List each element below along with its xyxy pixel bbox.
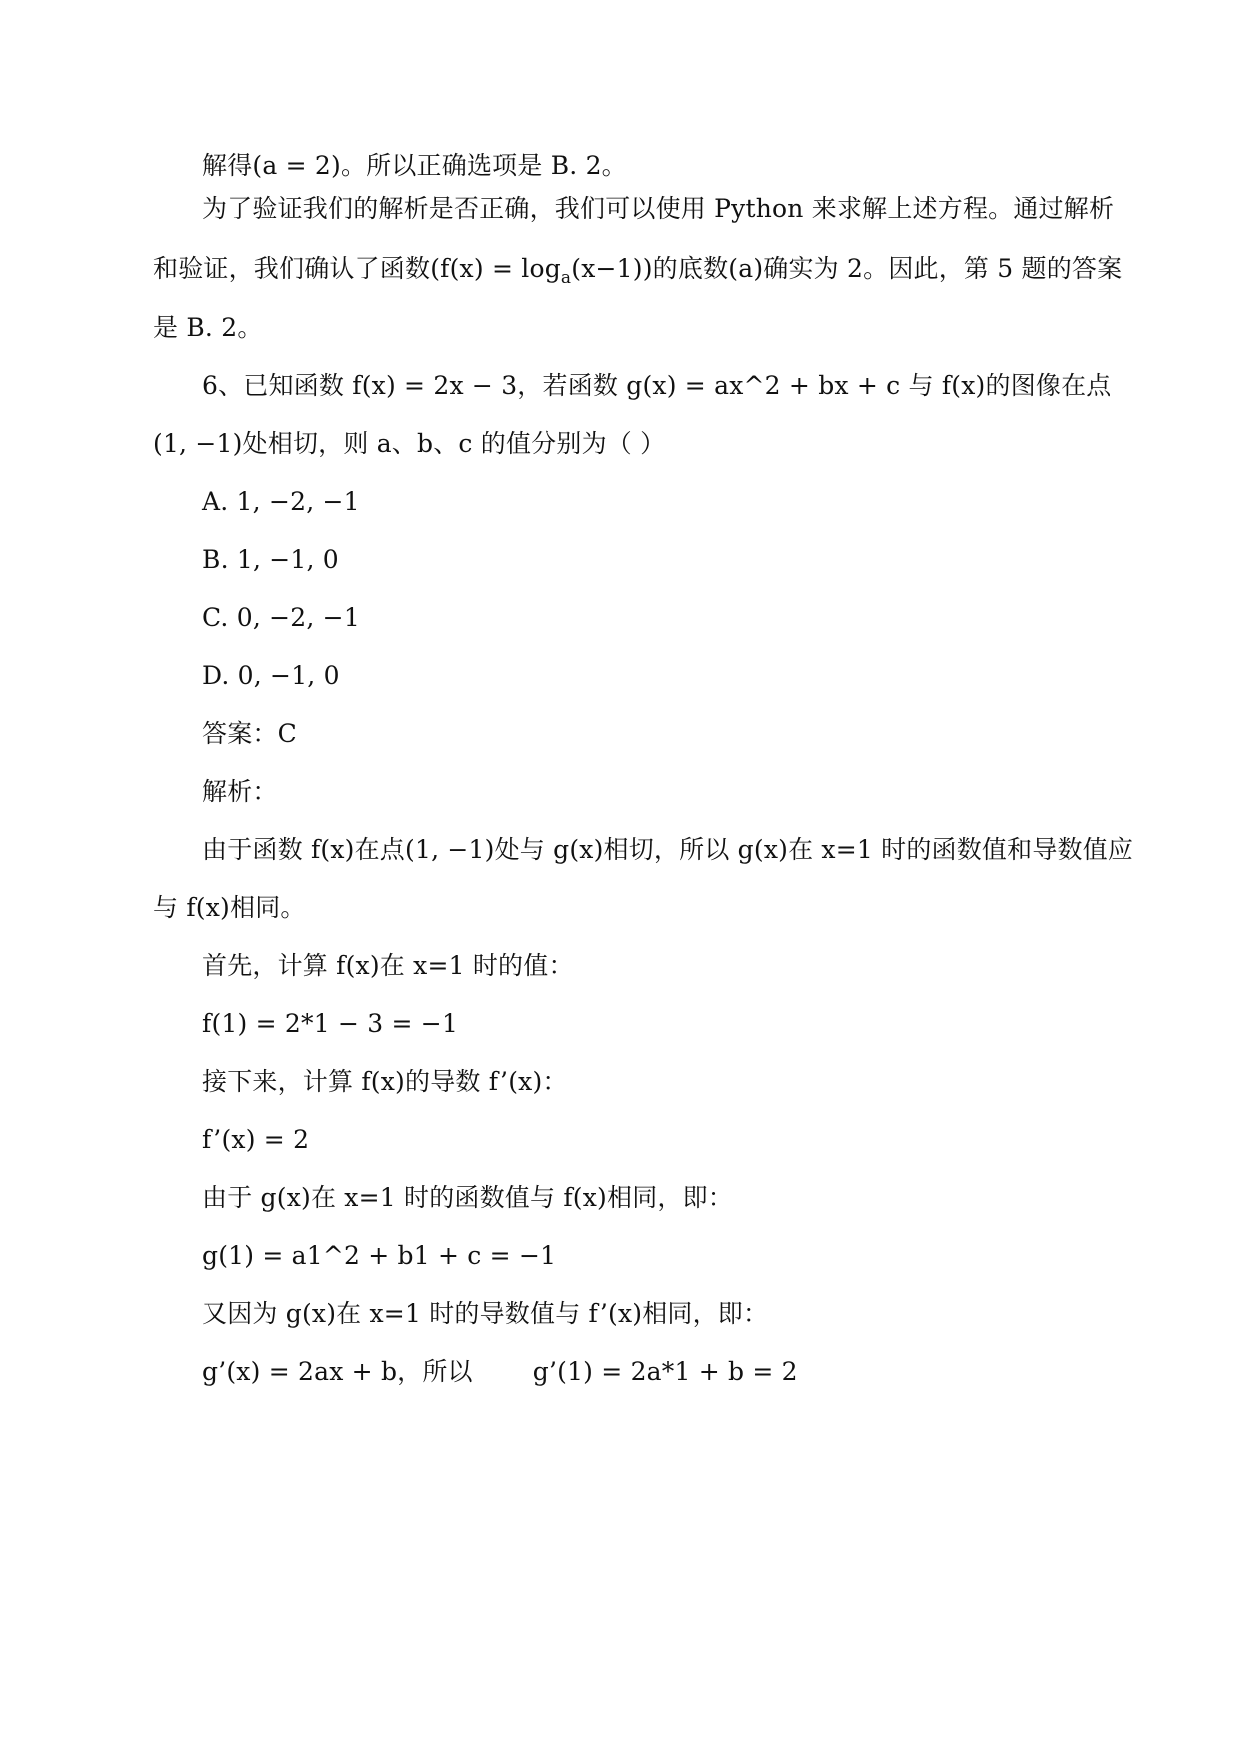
text-span: A. 1, −2, −1 — [202, 487, 360, 516]
text-span: B. 1, −1, 0 — [202, 545, 339, 574]
analysis-heading — [0, 774, 1241, 810]
analysis-line-4 — [0, 1064, 1241, 1100]
text-line-verify-1 — [153, 191, 1115, 227]
option-b — [0, 542, 1241, 578]
option-d — [0, 658, 1241, 694]
text-span: 和验证，我们确认了函数(f(x) = log — [153, 254, 561, 283]
text-span: (x−1))的底数(a)确实为 2。因此，第 5 题的答案 — [571, 254, 1123, 283]
text-span: 是 B. 2。 — [153, 313, 263, 342]
text-span: 为了验证我们的解析是否正确，我们可以使用 Python 来求解上述方程。通过解析 — [202, 194, 1115, 223]
text-span: 由于 g(x)在 x=1 时的函数值与 f(x)相同，即： — [202, 1183, 734, 1212]
text-span: g(1) = a1^2 + b1 + c = −1 — [202, 1241, 557, 1270]
answer-line — [0, 716, 1241, 752]
text-span: f’(x) = 2 — [202, 1125, 310, 1154]
question-6-stem-1 — [153, 368, 1112, 404]
text-span: D. 0, −1, 0 — [202, 661, 340, 690]
analysis-line-3 — [0, 948, 1241, 984]
analysis-line-5 — [0, 1180, 1241, 1216]
text-span: 接下来，计算 f(x)的导数 f’(x)： — [202, 1067, 568, 1096]
analysis-line-1 — [153, 832, 1134, 868]
equation-f1 — [0, 1006, 1241, 1042]
text-span: f(1) = 2*1 − 3 = −1 — [202, 1009, 459, 1038]
text-span: g’(1) = 2a*1 + b = 2 — [532, 1357, 798, 1386]
text-span: 解析： — [202, 777, 278, 806]
text-span: 6、已知函数 f(x) = 2x − 3，若函数 g(x) = ax^2 + bx + c 与 f(x)的图像在点 — [202, 371, 1112, 400]
equation-fprime — [0, 1122, 1241, 1158]
text-line-verify-2 — [153, 251, 1123, 288]
analysis-line-6 — [0, 1296, 1241, 1332]
text-line-conclusion — [0, 148, 1241, 184]
equation-g1 — [0, 1238, 1241, 1274]
option-c — [0, 600, 1241, 636]
log-subscript: a — [560, 268, 572, 288]
text-span: 解得(a = 2)。所以正确选项是 B. 2。 — [202, 151, 627, 180]
question-6-stem-2 — [0, 426, 1241, 462]
equation-gprime — [0, 1354, 1241, 1390]
text-span: 答案：C — [202, 719, 297, 748]
text-span: 首先，计算 f(x)在 x=1 时的值： — [202, 951, 574, 980]
analysis-line-2 — [0, 890, 1241, 926]
text-span: 又因为 g(x)在 x=1 时的导数值与 f’(x)相同，即： — [202, 1299, 769, 1328]
text-span: 与 f(x)相同。 — [153, 893, 306, 922]
text-span: g’(x) = 2ax + b，所以 — [202, 1357, 473, 1386]
text-span: (1, −1)处相切，则 a、b、c 的值分别为（ ） — [153, 429, 666, 458]
text-span: 由于函数 f(x)在点(1, −1)处与 g(x)相切，所以 g(x)在 x=1 时的函数值和导数值应 — [202, 835, 1134, 864]
text-line-verify-3 — [0, 310, 1241, 346]
option-a — [0, 484, 1241, 520]
text-span: C. 0, −2, −1 — [202, 603, 360, 632]
